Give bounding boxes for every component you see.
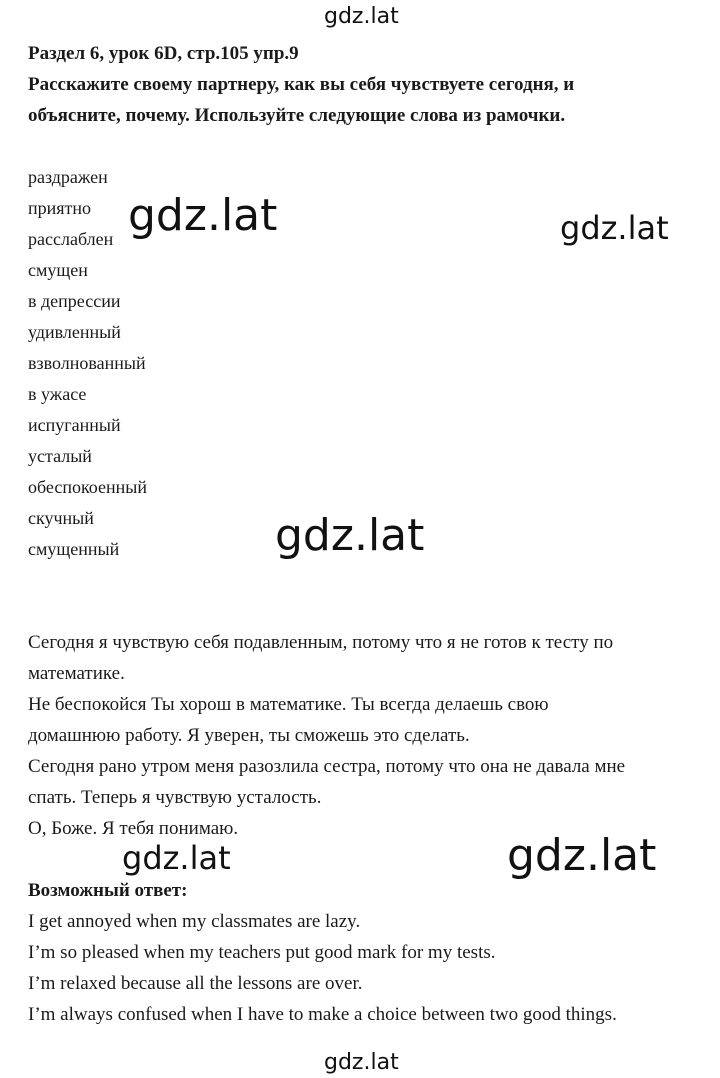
answer-line: I get annoyed when my classmates are lazy. [28, 911, 361, 932]
word-item: удивленный [28, 322, 121, 342]
watermark-bottom: gdz.lat [324, 1050, 399, 1075]
word-item: в депрессии [28, 291, 121, 311]
word-item: усталый [28, 446, 92, 466]
word-item: смущенный [28, 539, 120, 559]
watermark-mid-right: gdz.lat [560, 209, 669, 247]
dialogue-line: спать. Теперь я чувствую усталость. [28, 787, 322, 808]
watermark-top: gdz.lat [324, 4, 399, 29]
task-instruction-line-1: Расскажите своему партнеру, как вы себя чувствуете сегодня, и [28, 74, 575, 95]
answer-line: I’m so pleased when my teachers put good mark for my tests. [28, 942, 496, 963]
watermark-lower-right: gdz.lat [507, 830, 657, 881]
watermark-mid-left: gdz.lat [128, 190, 278, 241]
answer-heading: Возможный ответ: [28, 880, 188, 901]
task-instruction-line-2: объясните, почему. Используйте следующие слова из рамочки. [28, 105, 566, 126]
word-item: обеспокоенный [28, 477, 148, 497]
dialogue-line: Сегодня рано утром меня разозлила сестра, потому что она не давала мне [28, 756, 626, 777]
watermark-center: gdz.lat [275, 510, 425, 561]
word-item: взволнованный [28, 353, 146, 373]
word-item: приятно [28, 198, 92, 218]
dialogue-line: математике. [28, 663, 125, 684]
word-item: смущен [28, 260, 88, 280]
dialogue-line: Сегодня я чувствую себя подавленным, потому что я не готов к тесту по [28, 632, 614, 653]
word-item: испуганный [28, 415, 121, 435]
answer-line: I’m always confused when I have to make a choice between two good things. [28, 1004, 617, 1025]
word-item: в ужасе [28, 384, 87, 404]
answer-line: I’m relaxed because all the lessons are over. [28, 973, 363, 994]
watermark-lower-left: gdz.lat [122, 839, 231, 877]
dialogue-line: домашнюю работу. Я уверен, ты сможешь это сделать. [28, 725, 470, 746]
word-item: расслаблен [28, 229, 114, 249]
page-title: Раздел 6, урок 6D, стр.105 упр.9 [28, 43, 299, 64]
word-item: скучный [28, 508, 94, 528]
word-item: раздражен [28, 167, 108, 187]
dialogue-line: Не беспокойся Ты хорош в математике. Ты всегда делаешь свою [28, 694, 549, 715]
dialogue-line: О, Боже. Я тебя понимаю. [28, 818, 239, 839]
